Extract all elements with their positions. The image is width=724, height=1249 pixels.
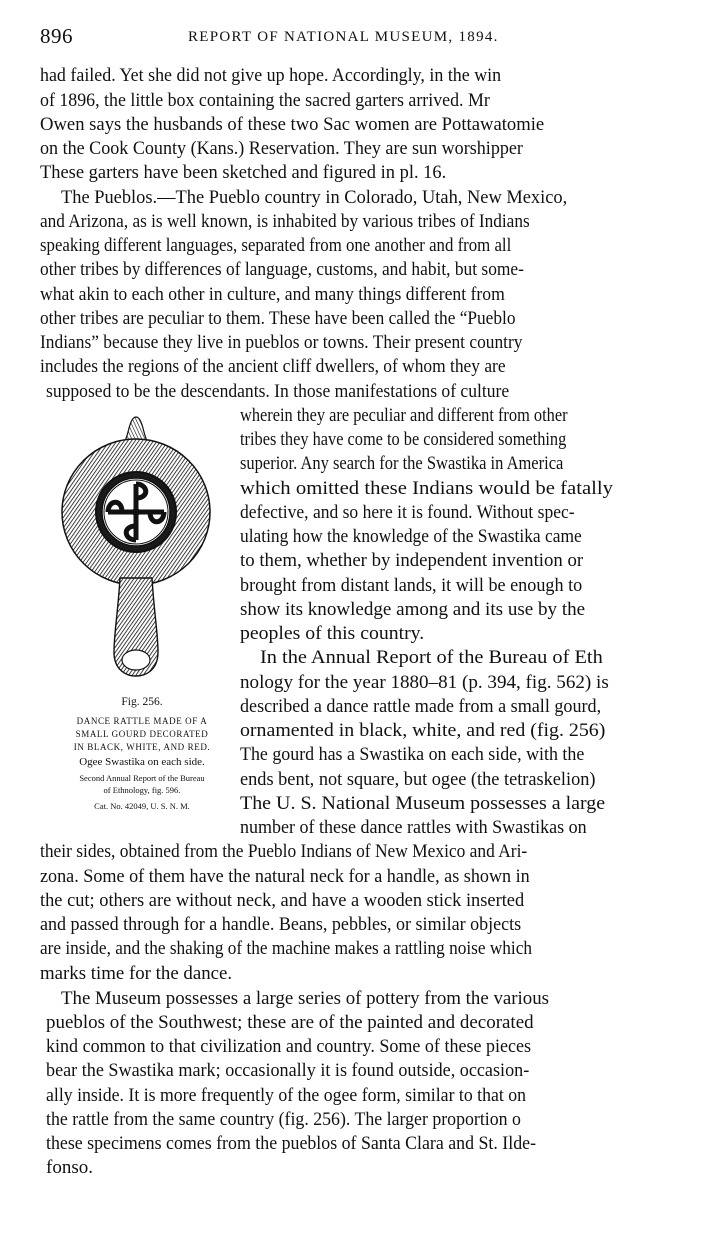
text-line: Indians” because they live in pueblos or towns. Their present country (40, 332, 523, 353)
text-line: zona. Some of them have the natural neck for a handle, as shown in (40, 866, 530, 887)
text-line: peoples of this country. (240, 623, 425, 644)
text-line: ally inside. It is more frequently of the ogee form, similar to that on (46, 1085, 527, 1106)
text-line: kind common to that civilization and country. Some of these pieces (46, 1036, 532, 1057)
text-line: tribes they have come to be considered something (240, 429, 567, 450)
text-line: described a dance rattle made from a small gourd, (240, 696, 602, 717)
text-line: supposed to be the descendants. In those manifestations of culture (46, 381, 510, 402)
figure-source-line: of Ethnology, fig. 596. (103, 785, 181, 795)
text-line: fonso. (46, 1157, 93, 1178)
text-line: of 1896, the little box containing the sacred garters arrived. Mr (40, 90, 490, 111)
text-line: had failed. Yet she did not give up hope. Accordingly, in the win (40, 65, 502, 86)
text-line: The U. S. National Museum possesses a large (240, 793, 606, 814)
figure-caption-line: IN BLACK, WHITE, AND RED. (73, 742, 211, 752)
text-line: superior. Any search for the Swastika in America (240, 453, 564, 474)
text-line: are inside, and the shaking of the machine makes a rattling noise which (40, 938, 533, 959)
figure-label: Fig. 256. (121, 696, 163, 708)
text-line: The gourd has a Swastika on each side, with the (240, 744, 585, 765)
text-line: to them, whether by independent invention or (240, 550, 584, 571)
text-line: the cut; others are without neck, and have a wooden stick inserted (40, 890, 525, 911)
text-line: and passed through for a handle. Beans, pebbles, or similar objects (40, 914, 522, 935)
text-line: brought from distant lands, it will be enough to (240, 575, 583, 596)
text-line: wherein they are peculiar and different from other (240, 405, 568, 426)
text-line: other tribes are peculiar to them. These have been called the “Pueblo (40, 308, 516, 329)
text-line: ends bent, not square, but ogee (the tetraskelion) (240, 769, 596, 790)
figure-catalog-number: Cat. No. 42049, U. S. N. M. (94, 801, 190, 811)
text-line: speaking different languages, separated from one another and from all (40, 235, 512, 256)
figure-source-line: Second Annual Report of the Bureau (79, 773, 205, 783)
text-line: number of these dance rattles with Swastikas on (240, 817, 587, 838)
text-line: In the Annual Report of the Bureau of Eth (260, 647, 603, 668)
text-line: and Arizona, as is well known, is inhabited by various tribes of Indians (40, 211, 530, 232)
running-title: REPORT OF NATIONAL MUSEUM, 1894. (188, 29, 499, 45)
text-line: on the Cook County (Kans.) Reservation. They are sun worshipper (40, 138, 523, 159)
text-line: These garters have been sketched and figured in pl. 16. (40, 162, 447, 183)
text-line: ornamented in black, white, and red (fig. 256) (240, 720, 606, 741)
page-number: 896 (40, 24, 73, 48)
text-line: The Museum possesses a large series of pottery from the various (61, 988, 549, 1009)
text-line: what akin to each other in culture, and many things different from (40, 284, 505, 305)
text-line: Owen says the husbands of these two Sac women are Pottawatomie (40, 114, 545, 135)
text-line: show its knowledge among and its use by the (240, 599, 586, 620)
page-header (40, 24, 690, 50)
gourd-rattle-illustration (56, 412, 228, 682)
text-line: these specimens comes from the pueblos of Santa Clara and St. Ilde- (46, 1133, 537, 1154)
text-line: defective, and so here it is found. Without spec- (240, 502, 575, 523)
figure-caption-line: DANCE RATTLE MADE OF A (76, 716, 208, 726)
figure-caption-line: SMALL GOURD DECORATED (75, 729, 209, 739)
text-line: nology for the year 1880–81 (p. 394, fig. 562) is (240, 672, 609, 693)
text-line: the rattle from the same country (fig. 256). The larger proportion o (46, 1109, 521, 1130)
text-line: which omitted these Indians would be fatally (240, 478, 614, 499)
text-line: The Pueblos.—The Pueblo country in Colorado, Utah, New Mexico, (61, 187, 568, 208)
text-line: bear the Swastika mark; occasionally it is found outside, occasion- (46, 1060, 530, 1081)
text-line: ulating how the knowledge of the Swastika came (240, 526, 582, 547)
figure-note: Ogee Swastika on each side. (79, 756, 205, 768)
figure-256 (46, 412, 238, 832)
text-line: other tribes by differences of language, customs, and habit, but some- (40, 259, 524, 280)
text-line: includes the regions of the ancient cliff dwellers, of whom they are (40, 356, 506, 377)
text-line: their sides, obtained from the Pueblo Indians of New Mexico and Ari- (40, 841, 528, 862)
text-line: marks time for the dance. (40, 963, 233, 984)
text-line: pueblos of the Southwest; these are of the painted and decorated (46, 1012, 534, 1033)
